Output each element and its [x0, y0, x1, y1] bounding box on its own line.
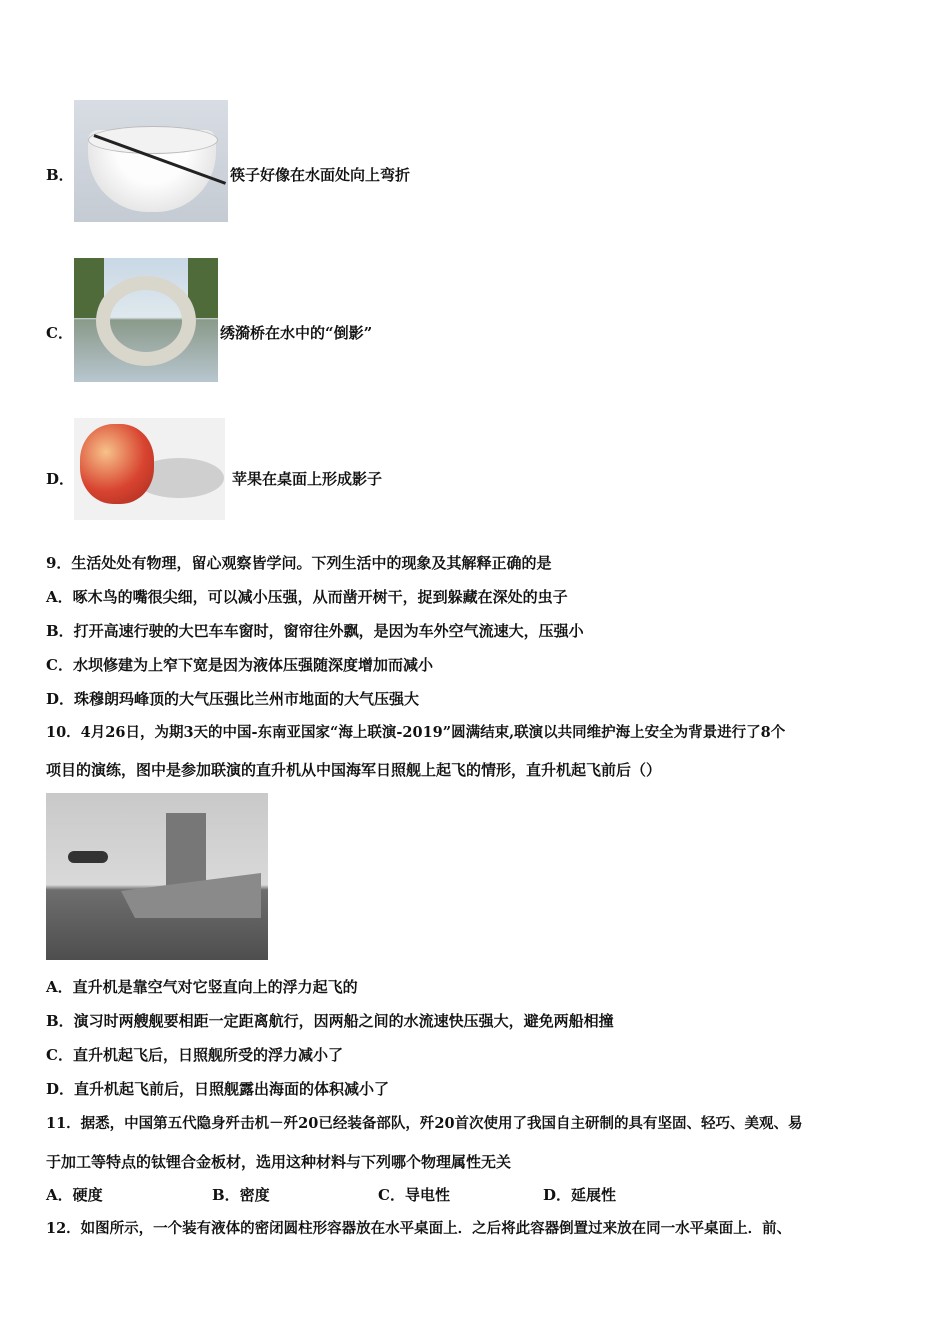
q9-option-d: D．珠穆朗玛峰顶的大气压强比兰州市地面的大气压强大	[46, 690, 420, 708]
q8-option-b-text: 筷子好像在水面处向上弯折	[230, 166, 411, 184]
q8-option-c-label: C．	[46, 324, 73, 342]
q10-option-d: D．直升机起飞前后，日照舰露出海面的体积减小了	[46, 1080, 390, 1098]
q11-option-d: D．延展性	[543, 1186, 617, 1204]
q10-stem-line1: 10．4月26日，为期3天的中国-东南亚国家“海上联演-2019”圆满结束,联演以共同维护海上安全为背景进行了8个	[46, 724, 786, 741]
q8-option-b-label: B．	[46, 166, 74, 184]
q10-option-b: B．演习时两艘舰要相距一定距离航行，因两船之间的水流速快压强大，避免两船相撞	[46, 1012, 614, 1030]
q12-stem-line1: 12．如图所示，一个装有液体的密闭圆柱形容器放在水平桌面上．之后将此容器倒置过来放在同一水平桌面上．前、	[46, 1220, 792, 1237]
q11-stem-line2: 于加工等特点的钛锂合金板材，选用这种材料与下列哪个物理属性无关	[46, 1153, 512, 1171]
q8-option-d-label: D．	[46, 470, 75, 488]
q10-stem-line2: 项目的演练，图中是参加联演的直升机从中国海军日照舰上起飞的情形，直升机起飞前后（）	[46, 761, 662, 779]
q9-stem: 9．生活处处有物理，留心观察皆学问。下列生活中的现象及其解释正确的是	[46, 554, 552, 572]
q8-option-c-text: 绣漪桥在水中的“倒影”	[220, 324, 373, 342]
warship-helicopter-image	[46, 793, 268, 960]
q11-option-c: C．导电性	[378, 1186, 450, 1204]
chopstick-in-bowl-image	[74, 100, 228, 222]
q9-option-a: A．啄木鸟的嘴很尖细，可以减小压强，从而凿开树干，捉到躲藏在深处的虫子	[46, 588, 568, 606]
q11-option-a: A．硬度	[46, 1186, 103, 1204]
q10-option-a: A．直升机是靠空气对它竖直向上的浮力起飞的	[46, 978, 358, 996]
bridge-reflection-image	[74, 258, 218, 382]
q11-option-b: B．密度	[212, 1186, 270, 1204]
q8-option-d-text: 苹果在桌面上形成影子	[232, 470, 383, 488]
apple-shadow-image	[74, 418, 225, 520]
q10-option-c: C．直升机起飞后，日照舰所受的浮力减小了	[46, 1046, 343, 1064]
q9-option-b: B．打开高速行驶的大巴车车窗时，窗帘往外飘，是因为车外空气流速大，压强小	[46, 622, 584, 640]
q9-option-c: C．水坝修建为上窄下宽是因为液体压强随深度增加而减小	[46, 656, 433, 674]
q11-stem-line1: 11．据悉，中国第五代隐身歼击机－歼20已经装备部队，歼20首次使用了我国自主研制的具有坚固、轻巧、美观、易	[46, 1115, 803, 1132]
